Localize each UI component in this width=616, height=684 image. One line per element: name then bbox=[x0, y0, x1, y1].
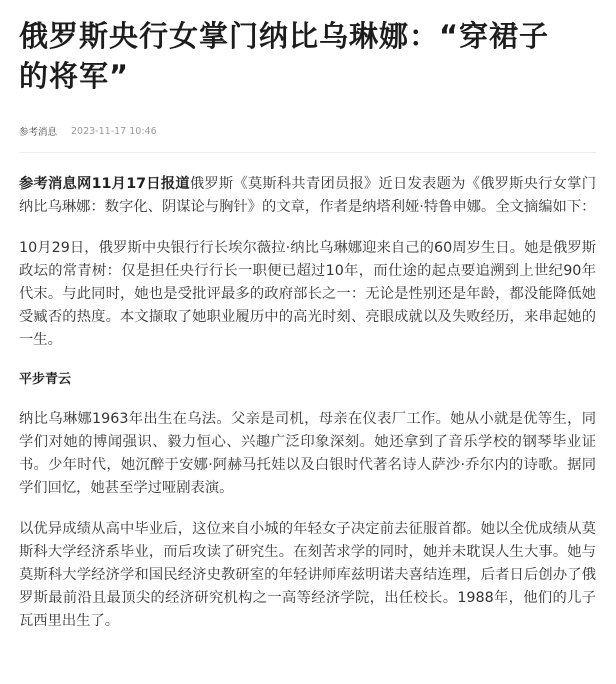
section-heading: 平步青云 bbox=[19, 372, 72, 387]
lead-dateline: 参考消息网11月17日报道 bbox=[19, 176, 190, 192]
article-timestamp: 2023-11-17 10:46 bbox=[71, 125, 157, 137]
meta-divider bbox=[19, 152, 596, 153]
article-body bbox=[19, 173, 596, 633]
lead-text: 俄罗斯《莫斯科共青团员报》近日发表题为《俄罗斯央行女掌门纳比乌琳娜：数字化、阴谋论与胸针》的文章，作者是纳塔利娅·特鲁申娜。全文摘编如下： bbox=[19, 176, 596, 215]
article-meta bbox=[19, 124, 596, 138]
body-paragraph-3: 以优异成绩从高中毕业后，这位来自小城的年轻女子决定前去征服首都。她以全优成绩从莫斯科大学经济系毕业，而后攻读了研究生。在刻苦求学的同时，她并未耽误人生大事。她与莫斯科大学经济学和国民经济史教研室的年轻讲师库兹明诺夫喜结连理，后者日后创办了俄罗斯最前沿且最顶尖的经济研究机构之一高等经济学院，出任校长。1988年，他们的儿子瓦西里出生了。 bbox=[19, 521, 596, 629]
article-title: 俄罗斯央行女掌门纳比乌琳娜：“穿裙子的将军” bbox=[19, 19, 550, 93]
lead-paragraph bbox=[19, 173, 596, 219]
body-paragraph-2: 纳比乌琳娜1963年出生在乌法。父亲是司机，母亲在仪表厂工作。她从小就是优等生，同学们对她的博闻强识、毅力恒心、兴趣广泛印象深刻。她还拿到了音乐学校的钢琴毕业证书。少年时代，她沉醉于安娜·阿赫马托娃以及白银时代著名诗人萨沙·乔尔内的诗歌。据同学们回忆，她甚至学过哑剧表演。 bbox=[19, 411, 596, 496]
article-source[interactable]: 参考消息 bbox=[19, 127, 58, 138]
body-paragraph-1: 10月29日，俄罗斯中央银行行长埃尔薇拉·纳比乌琳娜迎来自己的60周岁生日。她是俄罗斯政坛的常青树：仅是担任央行行长一职便已超过10年，而仕途的起点要追溯到上世纪90年代末。与此同时，她也是受批评最多的政府部长之一：无论是性别还是年龄，都没能降低她受臧否的热度。本文撷取了她职业履历中的高光时刻、亮眼成就以及失败经历，来串起她的一生。 bbox=[19, 240, 596, 348]
